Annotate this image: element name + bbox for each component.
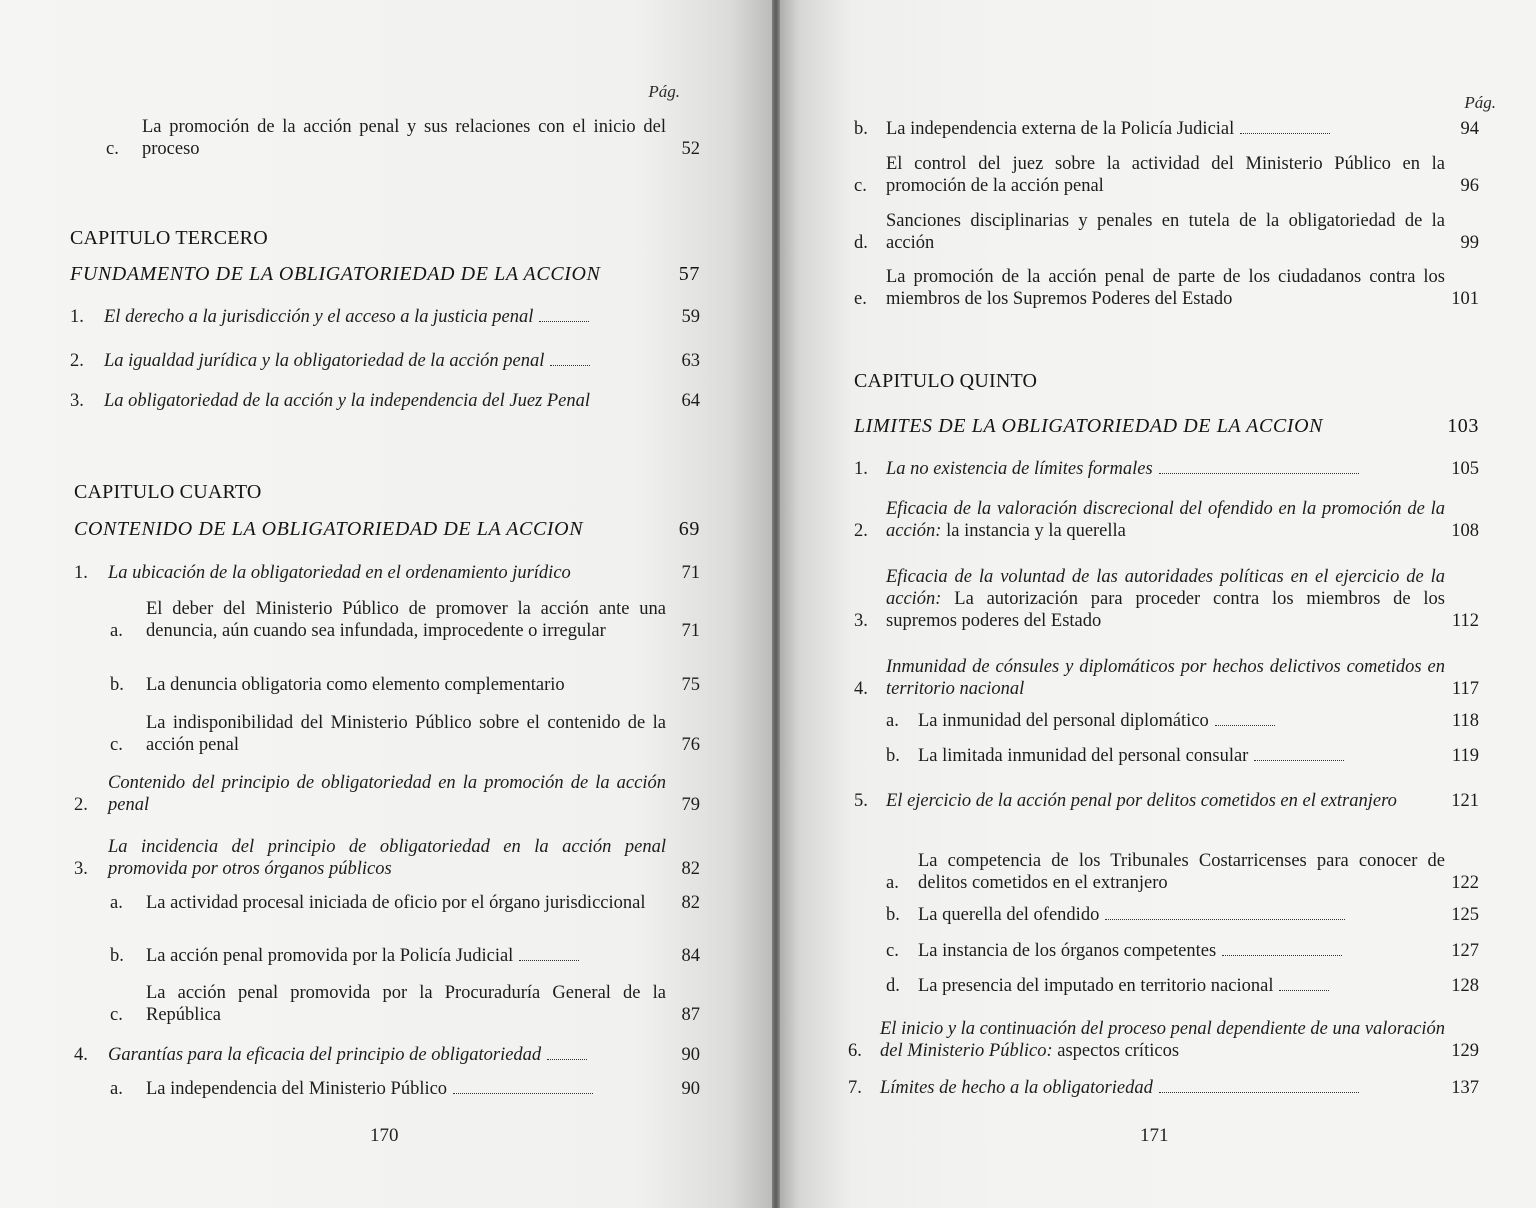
chapter-title-text: LIMITES DE LA OBLIGATORIEDAD DE LA ACCION [854, 415, 1324, 437]
dot-leader [519, 959, 579, 961]
toc-entry [854, 710, 1479, 732]
toc-entry [854, 850, 1479, 894]
entry-page: 101 [1451, 289, 1479, 309]
entry-text-roman: aspectos críticos [1052, 1041, 1180, 1061]
entry-marker: 1. [70, 307, 84, 327]
entry-text: La actividad procesal iniciada de oficio por el órgano jurisdiccional [146, 893, 646, 913]
toc-entry [854, 904, 1479, 926]
entry-page: 84 [681, 946, 700, 966]
entry-marker: b. [854, 119, 868, 139]
entry-page: 90 [681, 1079, 700, 1099]
entry-marker: a. [110, 893, 123, 913]
entry-text: El derecho a la jurisdicción y el acceso a la justicia penal [104, 307, 534, 327]
entry-page: 52 [681, 139, 700, 159]
chapter-title-text: CONTENIDO DE LA OBLIGATORIEDAD DE LA ACCION [74, 518, 584, 540]
entry-marker: 3. [74, 859, 88, 879]
toc-entry [74, 945, 700, 967]
entry-text: La acción penal promovida por la Policía Judicial [146, 946, 514, 966]
entry-marker: 1. [854, 459, 868, 479]
entry-text: La independencia del Ministerio Público [146, 1079, 448, 1099]
entry-marker: 4. [854, 679, 868, 699]
toc-entry [70, 306, 700, 328]
toc-entry [74, 836, 700, 880]
entry-marker: b. [886, 746, 900, 766]
toc-entry [74, 892, 700, 914]
dot-leader [1215, 724, 1275, 726]
entry-page: 112 [1451, 611, 1479, 631]
toc-entry [70, 390, 700, 412]
entry-page: 71 [681, 621, 700, 641]
entry-text: La independencia externa de la Policía Judicial [886, 119, 1235, 139]
entry-marker: 4. [74, 1045, 88, 1065]
entry-page: 94 [1460, 119, 1479, 139]
entry-text: El deber del Ministerio Público de promover la acción ante una denuncia, aún cuando sea infundada, improcedente o irregular [146, 599, 666, 641]
entry-page: 121 [1451, 791, 1479, 811]
entry-page: 64 [681, 391, 700, 411]
toc-entry [74, 1044, 700, 1066]
entry-marker: e. [854, 289, 867, 309]
entry-marker: d. [854, 233, 868, 253]
toc-entry [854, 656, 1479, 700]
chapter-title [854, 415, 1479, 438]
entry-marker: b. [110, 946, 124, 966]
entry-page: 105 [1451, 459, 1479, 479]
page-column-label: Pág. [648, 82, 680, 101]
entry-marker: b. [110, 675, 124, 695]
toc-entry [854, 153, 1479, 197]
book-gutter [772, 0, 780, 1208]
entry-marker: a. [886, 873, 899, 893]
entry-text: Garantías para la eficacia del principio de obligatoriedad [108, 1045, 542, 1065]
entry-marker: 7. [848, 1078, 862, 1098]
entry-text: La obligatoriedad de la acción y la independencia del Juez Penal [104, 391, 591, 411]
entry-text: Sanciones disciplinarias y penales en tutela de la obligatoriedad de la acción [886, 211, 1445, 253]
toc-entry [854, 266, 1479, 310]
entry-text: La ubicación de la obligatoriedad en el ordenamiento jurídico [108, 563, 571, 583]
toc-entry [74, 674, 700, 696]
entry-text: El ejercicio de la acción penal por delitos cometidos en el extranjero [886, 791, 1397, 811]
dot-leader [547, 1058, 587, 1060]
chapter-heading: CAPITULO QUINTO [854, 370, 1038, 392]
entry-page: 82 [681, 893, 700, 913]
toc-entry [854, 745, 1479, 767]
entry-page: 90 [681, 1045, 700, 1065]
toc-entry [854, 790, 1479, 812]
toc-entry [854, 940, 1479, 962]
toc-entry [854, 975, 1479, 997]
entry-marker: c. [854, 176, 867, 196]
entry-text-roman: la instancia y la querella [941, 521, 1126, 541]
chapter-title [74, 518, 700, 541]
entry-text: La denuncia obligatoria como elemento complementario [146, 675, 565, 695]
dot-leader [539, 320, 589, 322]
toc-entry [70, 116, 700, 160]
dot-leader [1254, 759, 1344, 761]
entry-text: La inmunidad del personal diplomático [918, 711, 1209, 731]
toc-entry [74, 772, 700, 816]
page-number: 171 [1140, 1125, 1169, 1146]
dot-leader [1105, 918, 1345, 920]
entry-marker: d. [886, 976, 900, 996]
entry-page: 117 [1451, 679, 1479, 699]
dot-leader [1159, 1091, 1359, 1093]
entry-page: 118 [1451, 711, 1479, 731]
entry-page: 108 [1451, 521, 1479, 541]
chapter-heading: CAPITULO TERCERO [70, 227, 268, 249]
entry-text: La indisponibilidad del Ministerio Público sobre el contenido de la acción penal [146, 713, 666, 755]
entry-page: 125 [1451, 905, 1479, 925]
entry-page: 59 [681, 307, 700, 327]
entry-page: 63 [681, 351, 700, 371]
dot-leader [550, 364, 590, 366]
dot-leader [1222, 954, 1342, 956]
entry-marker: c. [106, 139, 119, 159]
entry-marker: 2. [70, 351, 84, 371]
entry-marker: 5. [854, 791, 868, 811]
toc-entry [74, 982, 700, 1026]
entry-page: 96 [1460, 176, 1479, 196]
entry-marker: 2. [854, 521, 868, 541]
entry-text: La presencia del imputado en territorio nacional [918, 976, 1274, 996]
chapter-title-page: 69 [678, 518, 700, 540]
entry-marker: 2. [74, 795, 88, 815]
entry-page: 75 [681, 675, 700, 695]
entry-text-roman: La autorización para proceder contra los miembros de los supremos poderes del Estado [886, 589, 1445, 631]
toc-entry [848, 1077, 1479, 1099]
entry-page: 87 [681, 1005, 700, 1025]
entry-text: La promoción de la acción penal de parte de los ciudadanos contra los miembros de los Supremos Poderes del Estado [886, 267, 1445, 309]
entry-marker: b. [886, 905, 900, 925]
entry-marker: a. [110, 1079, 123, 1099]
entry-text: La querella del ofendido [918, 905, 1100, 925]
entry-marker: c. [110, 735, 123, 755]
chapter-title [70, 263, 700, 286]
toc-entry [74, 1078, 700, 1100]
entry-text: La acción penal promovida por la Procuraduría General de la República [146, 983, 666, 1025]
entry-page: 99 [1460, 233, 1479, 253]
entry-text: El control del juez sobre la actividad del Ministerio Público en la promoción de la acción penal [886, 154, 1445, 196]
entry-text: La competencia de los Tribunales Costarricenses para conocer de delitos cometidos en el extranjero [918, 851, 1445, 893]
entry-text: La instancia de los órganos competentes [918, 941, 1217, 961]
toc-entry [854, 210, 1479, 254]
entry-page: 71 [681, 563, 700, 583]
toc-entry [854, 458, 1479, 480]
chapter-title-text: FUNDAMENTO DE LA OBLIGATORIEDAD DE LA ACCION [70, 263, 601, 285]
entry-page: 82 [681, 859, 700, 879]
entry-text-italic: El inicio y la continuación del proceso penal dependiente de una valoración del Ministerio Público: [880, 1019, 1445, 1061]
toc-entry [74, 598, 700, 642]
dot-leader [1240, 132, 1330, 134]
entry-page: 127 [1451, 941, 1479, 961]
chapter-heading: CAPITULO CUARTO [74, 481, 262, 503]
entry-text-italic: Eficacia de la valoración discrecional del ofendido en la promoción de la acción: [886, 499, 1445, 541]
entry-page: 79 [681, 795, 700, 815]
entry-marker: c. [110, 1005, 123, 1025]
right-page [776, 0, 1536, 1208]
toc-entry [74, 712, 700, 756]
entry-marker: c. [886, 941, 899, 961]
entry-text-italic: Eficacia de la voluntad de las autoridades políticas en el ejercicio de la acción: [886, 567, 1445, 609]
entry-text: La igualdad jurídica y la obligatoriedad de la acción penal [104, 351, 545, 371]
entry-text: La incidencia del principio de obligatoriedad en la acción penal promovida por otros órganos públicos [108, 837, 666, 879]
dot-leader [453, 1092, 593, 1094]
toc-entry [854, 566, 1479, 632]
page-number: 170 [370, 1125, 399, 1146]
entry-text: Inmunidad de cónsules y diplomáticos por hechos delictivos cometidos en territorio nacional [886, 657, 1445, 699]
toc-entry [70, 350, 700, 372]
entry-page: 128 [1451, 976, 1479, 996]
entry-page: 76 [681, 735, 700, 755]
entry-text: Contenido del principio de obligatoriedad en la promoción de la acción penal [108, 773, 666, 815]
entry-marker: 1. [74, 563, 88, 583]
entry-marker: 6. [848, 1041, 862, 1061]
entry-page: 122 [1451, 873, 1479, 893]
entry-text: La promoción de la acción penal y sus relaciones con el inicio del proceso [142, 117, 666, 159]
entry-text: La no existencia de límites formales [886, 459, 1153, 479]
entry-page: 137 [1451, 1078, 1479, 1098]
entry-page: 129 [1451, 1041, 1479, 1061]
entry-marker: 3. [70, 391, 84, 411]
entry-marker: 3. [854, 611, 868, 631]
entry-text: Límites de hecho a la obligatoriedad [880, 1078, 1153, 1098]
chapter-title-page: 103 [1447, 415, 1479, 437]
toc-entry [854, 118, 1479, 140]
page-column-label: Pág. [1464, 93, 1496, 112]
entry-marker: a. [110, 621, 123, 641]
toc-entry [854, 498, 1479, 542]
dot-leader [1279, 989, 1329, 991]
toc-entry [74, 562, 700, 584]
entry-page: 119 [1451, 746, 1479, 766]
entry-marker: a. [886, 711, 899, 731]
chapter-title-page: 57 [678, 263, 700, 285]
toc-entry [848, 1018, 1479, 1062]
dot-leader [1159, 472, 1359, 474]
entry-text: La limitada inmunidad del personal consular [918, 746, 1249, 766]
